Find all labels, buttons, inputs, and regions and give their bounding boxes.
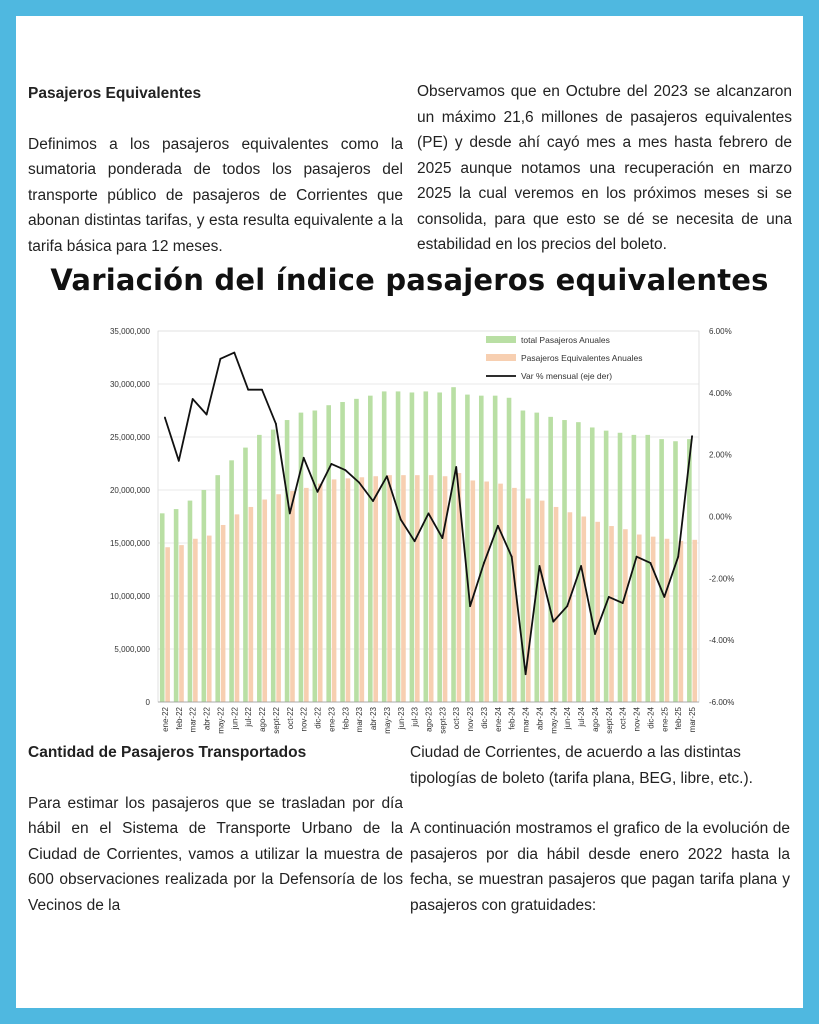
y-right-tick-label: -6.00% [709,698,735,707]
bar-total-pasajeros [451,387,456,702]
bar-pasajeros-equivalentes [193,539,198,702]
bar-total-pasajeros [160,513,165,702]
point-var-mensual [580,565,582,567]
bar-pasajeros-equivalentes [221,525,226,702]
point-var-mensual [247,389,249,391]
x-tick-label: sept-24 [604,707,614,734]
bar-pasajeros-equivalentes [332,479,337,702]
point-var-mensual [233,352,235,354]
point-var-mensual [636,556,638,558]
bar-pasajeros-equivalentes [637,535,642,702]
x-tick-label: oct-22 [285,707,295,730]
section-continuation [410,740,790,918]
x-tick-label: ago-23 [424,707,434,732]
bar-pasajeros-equivalentes [249,507,254,702]
bar-total-pasajeros [576,422,581,702]
bar-total-pasajeros [493,396,498,702]
x-tick-label: ago-22 [258,707,268,732]
y-right-tick-label: 4.00% [709,388,732,398]
point-var-mensual [372,500,374,502]
bar-total-pasajeros [382,391,387,702]
point-var-mensual [358,482,360,484]
x-tick-label: dic-22 [313,707,323,729]
bar-total-pasajeros [285,420,290,702]
x-tick-label: nov-24 [632,707,642,732]
point-var-mensual [317,491,319,493]
bar-pasajeros-equivalentes [179,545,184,702]
bar-pasajeros-equivalentes [568,512,573,702]
point-var-mensual [594,633,596,635]
point-var-mensual [622,602,624,604]
point-var-mensual [289,513,291,515]
point-var-mensual [428,513,430,515]
x-tick-label: ene-25 [660,707,670,732]
bar-pasajeros-equivalentes [373,476,378,702]
x-tick-label: feb-22 [174,707,184,730]
x-tick-label: feb-23 [341,707,351,730]
y-left-tick-label: 20,000,000 [109,486,150,495]
x-tick-label: may-22 [216,707,226,734]
y-left-tick-label: 5,000,000 [114,645,150,654]
point-var-mensual [261,389,263,391]
pasajeros-chart [16,306,803,741]
point-var-mensual [539,565,541,567]
x-tick-label: abr-24 [535,707,545,731]
bar-total-pasajeros [590,427,595,702]
bar-total-pasajeros [340,402,345,702]
point-var-mensual [164,417,166,419]
y-left-tick-label: 10,000,000 [109,592,150,601]
paragraph-continuation: Ciudad de Corrientes, de acuerdo a las distintas tipologías de boleto (tarifa plana, BEG, libre, etc.). [410,744,753,787]
point-var-mensual [663,596,665,598]
bar-pasajeros-equivalentes [540,501,545,702]
bar-total-pasajeros [534,413,539,702]
x-tick-label: feb-24 [507,707,517,730]
point-var-mensual [192,398,194,400]
x-tick-label: jun-23 [396,707,406,730]
x-tick-label: dic-24 [646,707,656,729]
bar-total-pasajeros [271,430,276,702]
bar-total-pasajeros [257,435,262,702]
paragraph-definition: Definimos a los pasajeros equivalentes como la sumatoria ponderada de todos los pasajeros del transporte público de pasajeros de Corrientes que abonan distintas tarifas, y esta resulta equivalente a la tarifa básica para 12 meses. [28,135,403,255]
x-tick-label: nov-23 [466,707,476,732]
x-tick-label: ene-22 [160,707,170,732]
y-left-tick-label: 30,000,000 [109,380,150,389]
x-tick-label: jul-22 [244,707,254,727]
point-var-mensual [691,435,693,437]
bar-total-pasajeros [215,475,220,702]
bar-pasajeros-equivalentes [318,484,323,702]
bar-total-pasajeros [562,420,567,702]
legend-swatch-equivalentes [486,354,516,361]
bar-total-pasajeros [243,448,248,702]
point-var-mensual [483,562,485,564]
bar-pasajeros-equivalentes [581,517,586,703]
bar-pasajeros-equivalentes [665,539,670,702]
bar-pasajeros-equivalentes [290,491,295,702]
bar-pasajeros-equivalentes [692,540,697,702]
section-cantidad-pasajeros [28,740,403,918]
bar-pasajeros-equivalentes [651,537,656,702]
x-tick-label: abr-23 [369,707,379,731]
bar-pasajeros-equivalentes [623,529,628,702]
x-tick-label: mar-25 [688,707,698,733]
point-var-mensual [206,414,208,416]
section-heading-cantidad: Cantidad de Pasajeros Transportados [28,744,307,761]
section-observation [417,79,792,258]
x-tick-label: ene-23 [327,707,337,732]
bar-pasajeros-equivalentes [595,522,600,702]
x-tick-label: sept-22 [271,707,281,734]
x-tick-label: may-24 [549,707,559,734]
point-var-mensual [330,463,332,465]
point-var-mensual [525,673,527,675]
bar-pasajeros-equivalentes [609,526,614,702]
x-tick-label: mar-22 [188,707,198,733]
point-var-mensual [275,423,277,425]
x-tick-label: jun-22 [230,707,240,730]
bar-total-pasajeros [174,509,179,702]
bar-pasajeros-equivalentes [304,488,309,702]
point-var-mensual [650,562,652,564]
legend-label-equivalentes: Pasajeros Equivalentes Anuales [521,353,643,363]
section-heading: Pasajeros Equivalentes [28,85,202,102]
y-right-tick-label: 6.00% [709,327,732,336]
bar-total-pasajeros [479,396,484,702]
bar-pasajeros-equivalentes [484,482,489,702]
bar-pasajeros-equivalentes [498,484,503,702]
bar-pasajeros-equivalentes [276,494,281,702]
bar-pasajeros-equivalentes [387,475,392,702]
bar-pasajeros-equivalentes [443,476,448,702]
y-right-tick-label: -4.00% [709,636,735,646]
point-var-mensual [178,460,180,462]
bar-total-pasajeros [313,411,318,703]
point-var-mensual [400,519,402,521]
bar-pasajeros-equivalentes [360,477,365,702]
legend-label-total: total Pasajeros Anuales [521,335,610,345]
bar-pasajeros-equivalentes [235,514,240,702]
bar-total-pasajeros [465,395,470,702]
paragraph-estimation: Para estimar los pasajeros que se trasladan por día hábil en el Sistema de Transporte Urbano de la Ciudad de Corrientes, vamos a utilizar la muestra de 600 observaciones realizada por la Defensoría de los Vecinos de la [28,794,403,914]
x-tick-label: nov-22 [299,707,309,732]
legend-label-var: Var % mensual (eje der) [521,371,613,381]
point-var-mensual [497,525,499,527]
bar-total-pasajeros [188,501,193,702]
y-left-tick-label: 0 [145,698,150,707]
x-tick-label: oct-23 [452,707,462,730]
point-var-mensual [566,605,568,607]
bar-total-pasajeros [424,391,429,702]
x-tick-label: jul-23 [410,707,420,727]
x-tick-label: may-23 [382,707,392,734]
point-var-mensual [511,556,513,558]
x-tick-label: oct-24 [618,707,628,730]
bar-total-pasajeros [396,391,401,702]
point-var-mensual [552,621,554,623]
bar-total-pasajeros [410,392,415,702]
paragraph-next-chart: A continuación mostramos el grafico de la evolución de pasajeros por dia hábil desde enero 2022 hasta la fecha, se muestran pasajeros que pagan tarifa plana y pasajeros con gratuidades: [410,820,790,914]
y-left-tick-label: 15,000,000 [109,539,150,548]
x-tick-label: ene-24 [493,707,503,732]
bar-pasajeros-equivalentes [346,478,351,702]
bar-total-pasajeros [229,460,234,702]
point-var-mensual [608,596,610,598]
point-var-mensual [455,466,457,468]
point-var-mensual [386,475,388,477]
x-tick-label: mar-24 [521,707,531,733]
x-tick-label: jun-24 [563,707,573,730]
bar-total-pasajeros [326,405,331,702]
x-tick-label: abr-22 [202,707,212,731]
y-right-tick-label: -2.00% [709,574,735,584]
bar-pasajeros-equivalentes [429,475,434,702]
point-var-mensual [469,605,471,607]
paragraph-observation: Observamos que en Octubre del 2023 se alcanzaron un máximo 21,6 millones de pasajeros equivalentes (PE) y desde ahí cayó mes a mes hasta febrero de 2025 aunque notamos una recuperación en marzo 2025 la cual veremos en los próximos meses si se consolida, para que esto se dé se necesita de una estabilidad en los precios del boleto. [417,83,792,253]
bar-pasajeros-equivalentes [207,536,212,702]
bar-pasajeros-equivalentes [679,541,684,702]
bar-pasajeros-equivalentes [262,500,267,702]
y-right-tick-label: 0.00% [709,512,732,522]
report-page [16,16,803,1008]
x-tick-label: sept-23 [438,707,448,734]
bar-pasajeros-equivalentes [401,475,406,702]
bar-total-pasajeros [368,396,373,702]
bar-total-pasajeros [354,399,359,702]
bar-total-pasajeros [202,490,207,702]
point-var-mensual [441,537,443,539]
bar-pasajeros-equivalentes [554,507,559,702]
point-var-mensual [414,540,416,542]
x-tick-label: mar-23 [355,707,365,733]
chart-title: Variación del índice pasajeros equivalentes [50,263,769,297]
bar-pasajeros-equivalentes [165,547,170,702]
y-left-tick-label: 25,000,000 [109,433,150,442]
bar-total-pasajeros [299,413,304,702]
point-var-mensual [303,457,305,459]
bar-pasajeros-equivalentes [415,475,420,702]
y-left-tick-label: 35,000,000 [109,327,150,336]
bar-total-pasajeros [659,439,664,702]
point-var-mensual [677,556,679,558]
x-tick-label: dic-23 [479,707,489,729]
x-tick-label: jul-24 [577,707,587,727]
bar-total-pasajeros [645,435,650,702]
bar-total-pasajeros [548,417,553,702]
legend-swatch-total [486,336,516,343]
x-tick-label: ago-24 [590,707,600,732]
section-pasajeros-equivalentes [28,81,403,259]
point-var-mensual [344,469,346,471]
x-tick-label: feb-25 [674,707,684,730]
bar-total-pasajeros [437,392,442,702]
bar-total-pasajeros [604,431,609,702]
y-right-tick-label: 2.00% [709,450,732,460]
point-var-mensual [220,358,222,360]
bar-total-pasajeros [618,433,623,702]
